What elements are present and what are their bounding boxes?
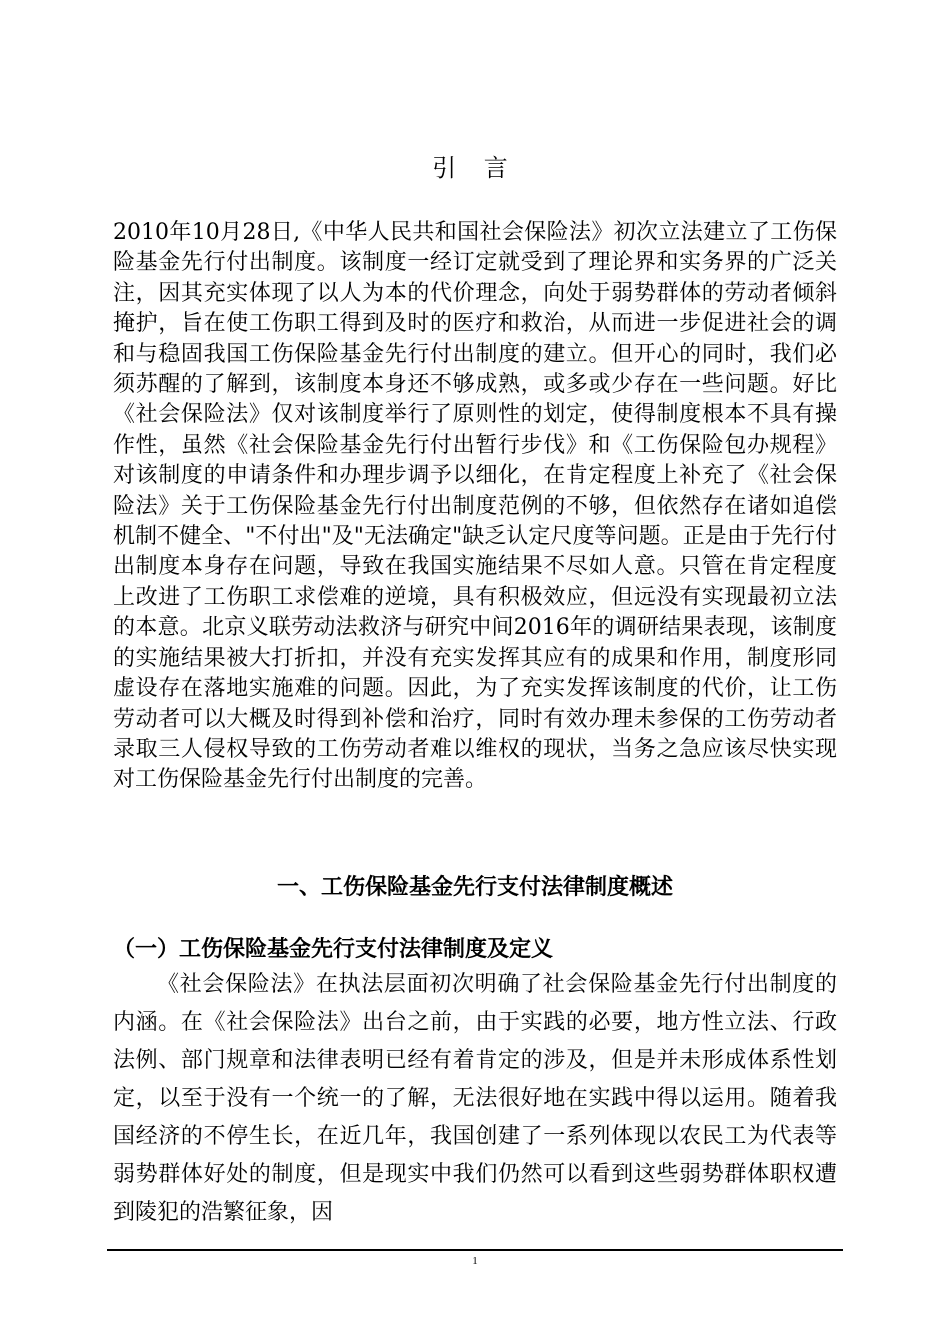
- intro-paragraph: 2010年10月28日,《中华人民共和国社会保险法》初次立法建立了工伤保险基金先行付出制度。该制度一经订定就受到了理论界和实务界的广泛关注，因其充实体现了以人为本的代价理念，向处于弱势群体的劳动者倾斜掩护，旨在使工伤职工得到及时的医疗和救治，从而进一步促进社会的调和与稳固我国工伤保险基金先行付出制度的建立。但开心的同时，我们必须苏醒的了解到，该制度本身还不够成熟，或多或少存在一些问题。好比《社会保险法》仅对该制度举行了原则性的划定，使得制度根本不具有操作性，虽然《社会保险基金先行付出暂行步伐》和《工伤保险包办规程》对该制度的申请条件和办理步调予以细化，在肯定程度上补充了《社会保险法》关于工伤保险基金先行付出制度范例的不够，但依然存在诸如追偿机制不健全、"不付出"及"无法确定"缺乏认定尺度等问题。正是由于先行付出制度本身存在问题，导致在我国实施结果不尽如人意。只管在肯定程度上改进了工伤职工求偿难的逆境，具有积极效应，但远没有实现最初立法的本意。北京义联劳动法救济与研究中间2016年的调研结果表现，该制度的实施结果被大打折扣，并没有充实发挥其应有的成果和作用，制度形同虚设存在落地实施难的问题。因此，为了充实发挥该制度的代价，让工伤劳动者可以大概及时得到补偿和治疗，同时有效办理未参保的工伤劳动者录取三人侵权导致的工伤劳动者难以维权的现状，当务之急应该尽快实现对工伤保险基金先行付出制度的完善。: [113, 220, 837, 793]
- footer-divider: [107, 1249, 843, 1251]
- subsection-heading: （一）工伤保险基金先行支付法律制度及定义: [113, 937, 554, 962]
- body-paragraph: 《社会保险法》在执法层面初次明确了社会保险基金先行付出制度的内涵。在《社会保险法》出台之前，由于实践的必要，地方性立法、行政法例、部门规章和法律表明已经有着肯定的涉及，但是并未形成体系性划定，以至于没有一个统一的了解，无法很好地在实践中得以运用。随着我国经济的不停生长，在近几年，我国创建了一系列体现以农民工为代表等弱势群体好处的制度，但是现实中我们仍然可以看到这些弱势群体职权遭到陵犯的浩繁征象，因: [113, 972, 837, 1225]
- page-number: 1: [472, 1255, 478, 1267]
- document-title: 引 言: [432, 154, 518, 182]
- section-heading: 一、工伤保险基金先行支付法律制度概述: [276, 875, 673, 900]
